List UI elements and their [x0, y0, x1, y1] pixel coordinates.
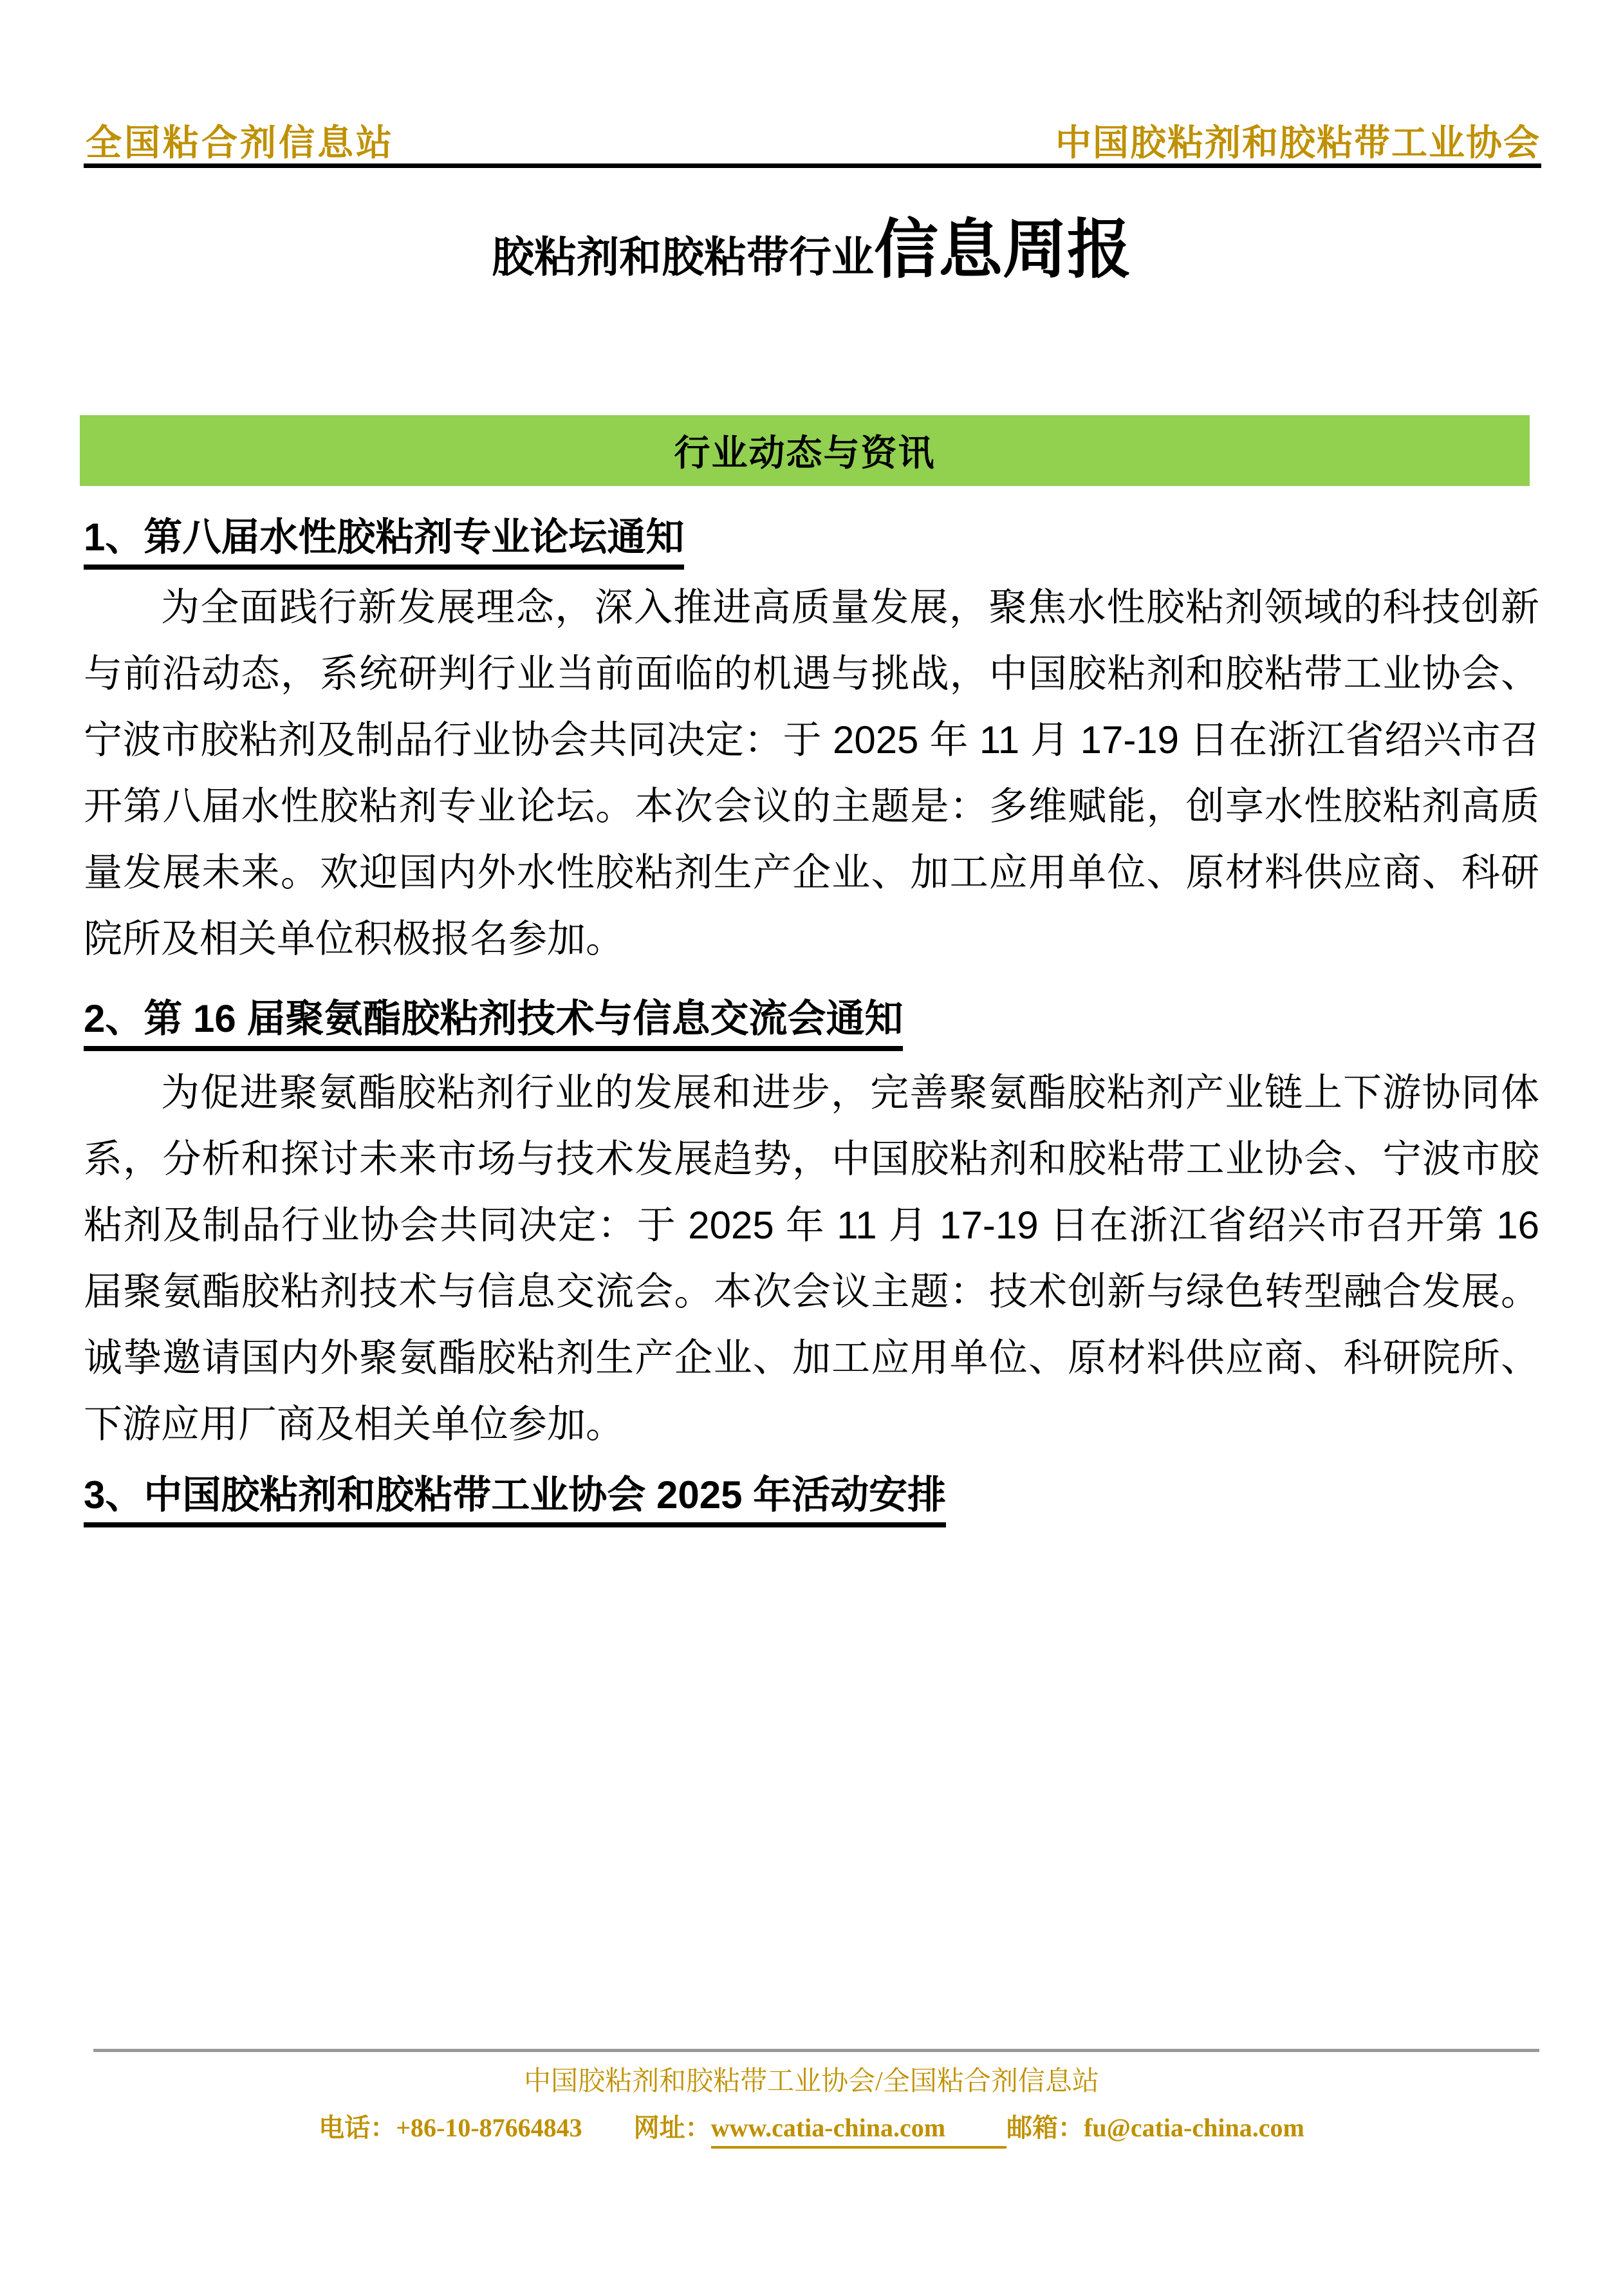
page-title-prefix: 胶粘剂和胶粘带行业: [492, 233, 874, 281]
footer-web-label: 网址：: [633, 2113, 711, 2142]
page-title: [0, 214, 1623, 286]
footer-phone-value: +86-10-87664843: [396, 2113, 582, 2142]
header-right-org: 中国胶粘剂和胶粘带工业协会: [1055, 122, 1541, 163]
footer-website-link[interactable]: www.catia-china.com: [711, 2113, 1006, 2149]
section-2-body: 为促进聚氨酯胶粘剂行业的发展和进步，完善聚氨酯胶粘剂产业链上下游协同体系，分析和探讨未来市场与技术发展趋势，中国胶粘剂和胶粘带工业协会、宁波市胶粘剂及制品行业协会共同决定：于 2025 年 11 月 17-19 日在浙江省绍兴市召开第 16 届聚氨酯胶粘剂技术与信息交流会。本次会议主题：技术创新与绿色转型融合发展。诚挚邀请国内外聚氨酯胶粘剂生产企业、加工应用单位、原材料供应商、科研院所、下游应用厂商及相关单位参加。: [84, 1071, 1539, 1446]
section-3-heading: 3、中国胶粘剂和胶粘带工业协会 2025 年活动安排: [84, 1473, 946, 1527]
page-title-main: 信息周报: [874, 214, 1131, 286]
section-banner: [80, 415, 1530, 486]
header-left-org: 全国粘合剂信息站: [86, 122, 394, 163]
section-1-heading: 1、第八届水性胶粘剂专业论坛通知: [84, 515, 684, 570]
footer-email-label: 邮箱：: [1006, 2113, 1084, 2142]
footer-contact-line: [0, 2107, 1623, 2144]
section-banner-label: 行业动态与资讯: [674, 433, 936, 473]
section-2-heading: 2、第 16 届聚氨酯胶粘剂技术与信息交流会通知: [84, 996, 903, 1051]
footer-divider: [93, 2049, 1539, 2052]
header-divider: [84, 163, 1541, 168]
footer-email-value: fu@catia-china.com: [1084, 2113, 1304, 2142]
footer-phone-label: 电话：: [319, 2113, 396, 2142]
footer-org-line: 中国胶粘剂和胶粘带工业协会/全国粘合剂信息站: [524, 2067, 1099, 2096]
section-1-body: 为全面践行新发展理念，深入推进高质量发展，聚焦水性胶粘剂领域的科技创新与前沿动态，系统研判行业当前面临的机遇与挑战，中国胶粘剂和胶粘带工业协会、宁波市胶粘剂及制品行业协会共同决定：于 2025 年 11 月 17-19 日在浙江省绍兴市召开第八届水性胶粘剂专业论坛。本次会议的主题是：多维赋能，创享水性胶粘剂高质量发展未来。欢迎国内外水性胶粘剂生产企业、加工应用单位、原材料供应商、科研院所及相关单位积极报名参加。: [84, 586, 1539, 960]
